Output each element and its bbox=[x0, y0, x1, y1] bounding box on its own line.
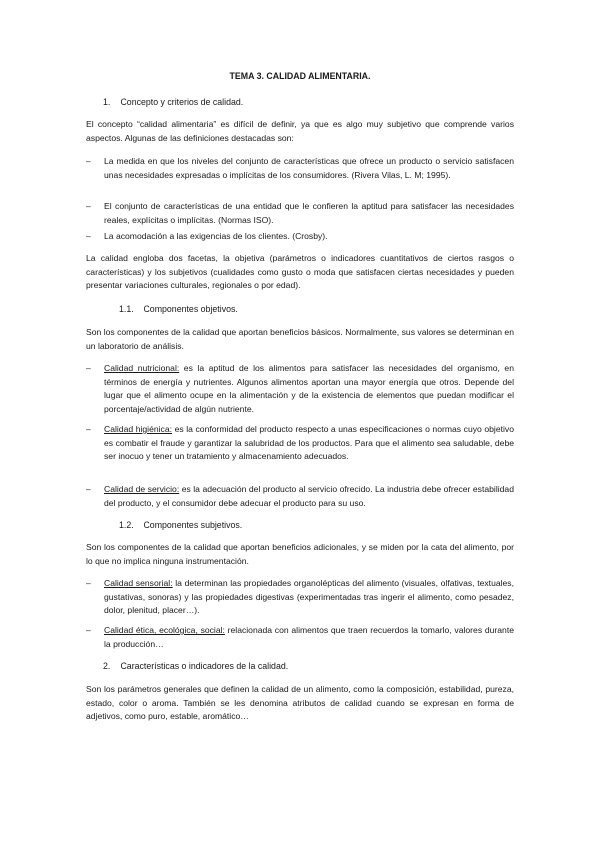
item-text: es la conformidad del producto respecto a unas especificaciones o normas cuyo objetivo es combatir el fraude y garantizar la salubridad de los productos. Para que el alimento sea saludable, debe ser inocuo y tener un tratamiento y almacenamiento adecuados. bbox=[104, 424, 514, 462]
item-term: Calidad nutricional: bbox=[104, 363, 180, 373]
item-text: la determinan las propiedades organolépticas del alimento (visuales, olfativas, textuales, gustativas, sonoras) y las propiedades digestivas (experimentadas tras ingerir el alimento, como pesadez, dolor, plenitud, placer…). bbox=[104, 578, 514, 616]
section-1-heading bbox=[103, 96, 243, 110]
dash-bullet: – bbox=[86, 156, 91, 166]
dash-bullet: – bbox=[86, 625, 91, 635]
section-1-1-number: 1.1. bbox=[119, 304, 134, 314]
objective-item bbox=[86, 362, 514, 416]
dash-bullet: – bbox=[86, 231, 91, 241]
section-1-2-title: Componentes subjetivos. bbox=[143, 520, 243, 530]
section-1-2-heading bbox=[119, 519, 242, 533]
definition-text: La medida en que los niveles del conjunto de características que ofrece un producto o servicio satisfacen unas necesidades expresadas o implícitas de los consumidores. (Rivera Vilas, L. M; 1995). bbox=[104, 156, 514, 180]
dash-bullet: – bbox=[86, 424, 91, 434]
section-1-1-heading bbox=[119, 303, 238, 317]
item-text: es la adecuación del producto al servicio ofrecido. La industria debe ofrecer estabilidad del producto, y el consumidor debe adecuar el producto para su uso. bbox=[104, 484, 514, 508]
section-1-1-intro: Son los componentes de la calidad que aportan beneficios básicos. Normalmente, sus valores se determinan en un laboratorio de análisis. bbox=[86, 327, 514, 351]
section-1-2-number: 1.2. bbox=[119, 520, 134, 530]
dash-bullet: – bbox=[86, 201, 91, 211]
document-title: TEMA 3. CALIDAD ALIMENTARIA. bbox=[229, 71, 371, 81]
definition-text: La acomodación a las exigencias de los clientes. (Crosby). bbox=[104, 231, 328, 241]
subjective-item bbox=[86, 624, 514, 651]
definition-item bbox=[86, 200, 514, 227]
definition-item bbox=[86, 155, 514, 182]
section-1-1-title: Componentes objetivos. bbox=[143, 304, 238, 314]
section-2-heading bbox=[103, 660, 288, 674]
item-text: relacionada con alimentos que traen recuerdos la tomarlo, valores durante la producción… bbox=[104, 625, 514, 649]
definition-item bbox=[86, 230, 514, 244]
item-term: Calidad sensorial: bbox=[104, 578, 173, 588]
facets-paragraph: La calidad engloba dos facetas, la objetiva (parámetros o indicadores cuantitativos de ciertos rasgos o características) y los subjetivos (cualidades como gusto o moda que satisfacen ciertas necesidades y pueden presentar variaciones culturales, regionales o por edad). bbox=[86, 253, 514, 291]
objective-item bbox=[86, 483, 514, 510]
item-term: Calidad higiénica: bbox=[104, 424, 173, 434]
section-1-2-intro: Son los componentes de la calidad que aportan beneficios adicionales, y se miden por la cata del alimento, por lo que no implica ninguna instrumentación. bbox=[86, 542, 514, 566]
objective-item bbox=[86, 423, 514, 464]
section-2-paragraph: Son los parámetros generales que definen la calidad de un alimento, como la composición, estabilidad, pureza, estado, color o aroma. También se les denomina atributos de calidad cuando se expresan en forma de adjetivos, como puro, estable, aromático… bbox=[86, 684, 514, 722]
subjective-item bbox=[86, 577, 514, 618]
definition-text: El conjunto de características de una entidad que le confieren la aptitud para satisfacer las necesidades reales, explícitas o implícitas. (Normas ISO). bbox=[104, 201, 514, 225]
dash-bullet: – bbox=[86, 578, 91, 588]
dash-bullet: – bbox=[86, 484, 91, 494]
section-1-intro: El concepto “calidad alimentaria” es difícil de definir, ya que es algo muy subjetivo que comprende varios aspectos. Algunas de las definiciones destacadas son: bbox=[86, 119, 514, 143]
item-term: Calidad ética, ecológica, social: bbox=[104, 625, 225, 635]
section-1-number: 1. bbox=[103, 97, 111, 107]
item-term: Calidad de servicio: bbox=[104, 484, 180, 494]
section-1-title: Concepto y criterios de calidad. bbox=[120, 97, 244, 107]
section-2-number: 2. bbox=[103, 661, 111, 671]
section-2-title: Características o indicadores de la calidad. bbox=[120, 661, 289, 671]
dash-bullet: – bbox=[86, 363, 91, 373]
item-text: es la aptitud de los alimentos para satisfacer las necesidades del organismo, en términos de energía y nutrientes. Algunos alimentos aportan una mayor energía que otros. Depende del lugar que el alimento ocupe en la alimentación y de la existencia de elementos que puedan modificar el porcentaje/actividad de algún nutriente. bbox=[104, 363, 514, 414]
